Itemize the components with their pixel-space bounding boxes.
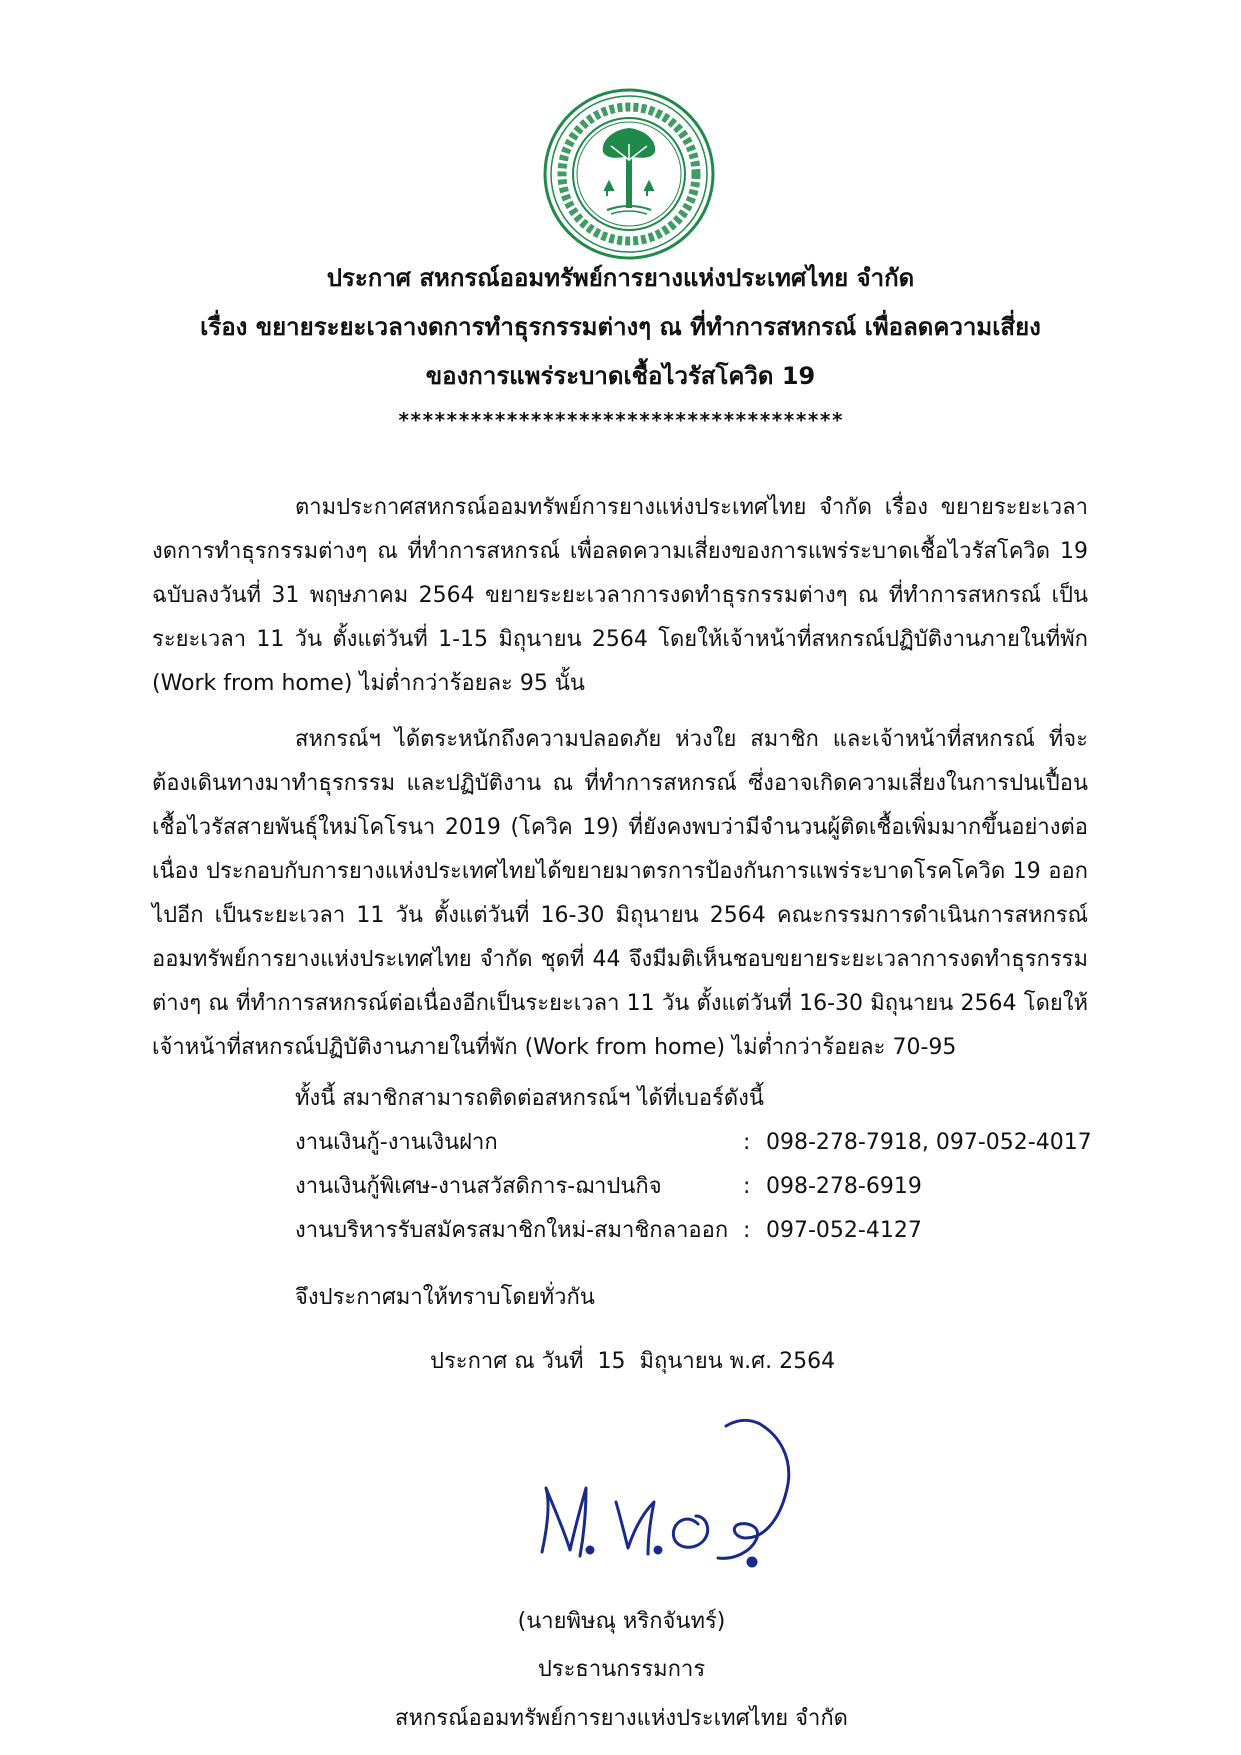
- contact-separator: :: [743, 1130, 751, 1155]
- signatory-organization: สหกรณ์ออมทรัพย์การยางแห่งประเทศไทย จำกัด: [395, 1706, 848, 1731]
- contact-phone: 098-278-6919: [766, 1174, 922, 1199]
- announcement-subject-cont: ของการแพร่ระบาดเชื้อไวรัสโควิด 19: [425, 362, 816, 390]
- contact-separator: :: [743, 1218, 751, 1243]
- contact-phone: 098-278-7918, 097-052-4017: [766, 1130, 1092, 1155]
- body-paragraph-2: สหกรณ์ฯ ได้ตระหนักถึงความปลอดภัย ห่วงใย สมาชิก และเจ้าหน้าที่สหกรณ์ ที่จะต้องเดินทางมาทำธุรกรรม และปฏิบัติงาน ณ ที่ทำการสหกรณ์ ซึ่งอาจเกิดความเสี่ยงในการปนเปื้อนเชื้อไวรัสสายพันธุ์ใหม่โคโรนา 2019 (โควิค 19) ที่ยังคงพบว่ามีจำนวนผู้ติดเชื้อเพิ่มมากขึ้นอย่างต่อเนื่อง ประกอบกับการยางแห่งประเทศไทยได้ขยายมาตรการป้องกันการแพร่ระบาดโรคโควิด 19 ออกไปอีก เป็นระยะเวลา 11 วัน ตั้งแต่วันที่ 16-30 มิถุนายน 2564 คณะกรรมการดำเนินการสหกรณ์ออมทรัพย์การยางแห่งประเทศไทย จำกัด ชุดที่ 44 จึงมีมติเห็นชอบขยายระยะเวลาการงดทำธุรกรรมต่างๆ ณ ที่ทำการสหกรณ์ต่อเนื่องอีกเป็นระยะเวลา 11 วัน ตั้งแต่วันที่ 16-30 มิถุนายน 2564 โดยให้เจ้าหน้าที่สหกรณ์ปฏิบัติงานภายในที่พัก (Work from home) ไม่ต่ำกว่าร้อยละ 70-95: [152, 727, 1088, 1060]
- closing-statement: จึงประกาศมาให้ทราบโดยทั่วกัน: [295, 1285, 595, 1310]
- contact-separator: :: [743, 1174, 751, 1199]
- signatory-title: ประธานกรรมการ: [537, 1657, 706, 1682]
- contact-phone: 097-052-4127: [766, 1218, 922, 1243]
- contact-label: งานเงินกู้พิเศษ-งานสวัสดิการ-ฌาปนกิจ: [295, 1174, 662, 1199]
- cooperative-seal-icon: [541, 86, 717, 262]
- handwritten-signature-icon: [520, 1384, 840, 1614]
- announcement-title: ประกาศ สหกรณ์ออมทรัพย์การยางแห่งประเทศไทย จำกัด: [326, 264, 915, 292]
- contact-label: งานบริหารรับสมัครสมาชิกใหม่-สมาชิกลาออก: [295, 1218, 729, 1243]
- contact-label: งานเงินกู้-งานเงินฝาก: [295, 1130, 498, 1155]
- body-paragraph-1: ตามประกาศสหกรณ์ออมทรัพย์การยางแห่งประเทศไทย จำกัด เรื่อง ขยายระยะเวลางดการทำธุรกรรมต่างๆ ณ ที่ทำการสหกรณ์ เพื่อลดความเสี่ยงของการแพร่ระบาดเชื้อไวรัสโควิด 19 ฉบับลงวันที่ 31 พฤษภาคม 2564 ขยายระยะเวลาการงดทำธุรกรรมต่างๆ ณ ที่ทำการสหกรณ์ เป็นระยะเวลา 11 วัน ตั้งแต่วันที่ 1-15 มิถุนายน 2564 โดยให้เจ้าหน้าที่สหกรณ์ปฏิบัติงานภายในที่พัก (Work from home) ไม่ต่ำกว่าร้อยละ 95 นั้น: [152, 495, 1088, 696]
- separator-line: *************************************: [397, 408, 844, 432]
- announcement-date: ประกาศ ณ วันที่ 15 มิถุนายน พ.ศ. 2564: [430, 1349, 836, 1374]
- announcement-subject: เรื่อง ขยายระยะเวลางดการทำธุรกรรมต่างๆ ณ ที่ทำการสหกรณ์ เพื่อลดความเสี่ยง: [200, 313, 1041, 341]
- contact-intro: ทั้งนี้ สมาชิกสามารถติดต่อสหกรณ์ฯ ได้ที่เบอร์ดังนี้: [295, 1086, 764, 1111]
- signatory-name: (นายพิษณุ หริกจันทร์): [517, 1609, 726, 1634]
